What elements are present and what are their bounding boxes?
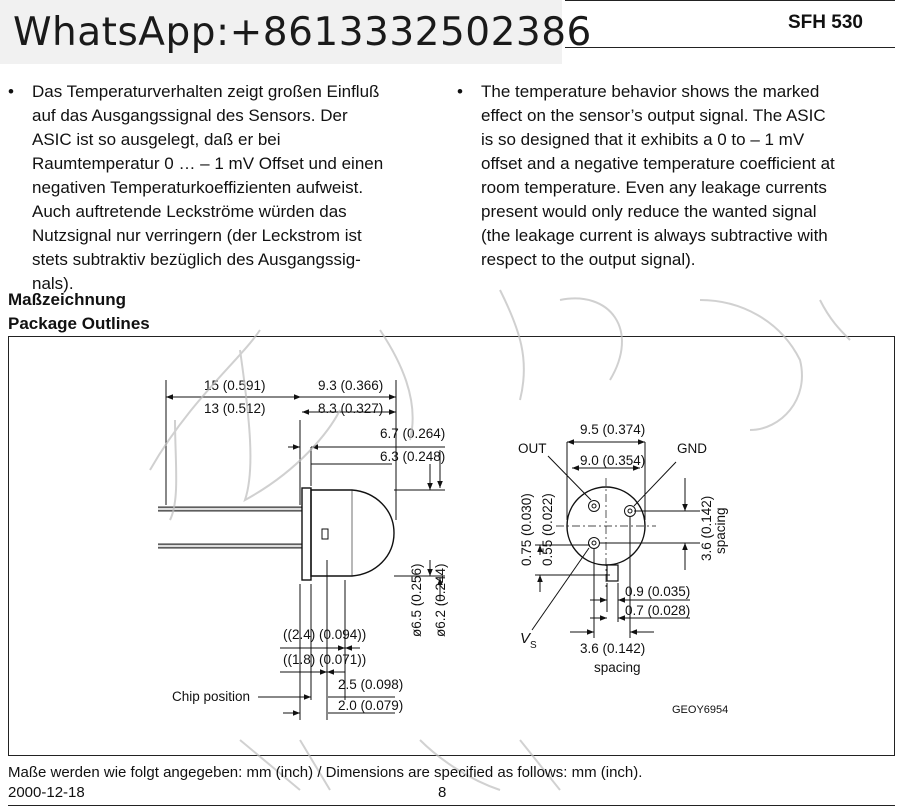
- flange: [302, 488, 311, 580]
- dim-0-55: 0.55 (0.022): [540, 493, 555, 566]
- dim-1-8: ((1.8) (0.071)): [283, 652, 367, 667]
- dim-15: 15 (0.591): [204, 378, 266, 393]
- spacing-horizontal: spacing: [594, 660, 641, 675]
- dim-0-7: 0.7 (0.028): [625, 603, 691, 618]
- dim-2-0: 2.0 (0.079): [338, 698, 404, 713]
- dim-9-5: 9.5 (0.374): [580, 422, 646, 437]
- dim-9-0: 9.0 (0.354): [580, 453, 646, 468]
- bullet: •: [8, 82, 14, 101]
- text-line: effect on the sensor’s output signal. The ASIC: [481, 106, 826, 125]
- dim-3-6-horizontal: 3.6 (0.142): [580, 641, 646, 656]
- pin-label-vs-sub: S: [530, 640, 537, 651]
- dim-8-3: 8.3 (0.327): [318, 401, 384, 416]
- text-line: The temperature behavior shows the marked: [481, 82, 820, 101]
- dim-2-5: 2.5 (0.098): [338, 677, 404, 692]
- text-line: negativen Temperaturkoeffizienten aufweist.: [32, 178, 364, 197]
- spacing-vertical: spacing: [713, 507, 728, 554]
- dim-9-3: 9.3 (0.366): [318, 378, 384, 393]
- chip: [322, 529, 328, 539]
- dim-dia-6-5: ø6.5 (0.256): [409, 563, 424, 637]
- chip-position-label: Chip position: [172, 689, 251, 704]
- tab: [607, 565, 618, 581]
- pin-gnd: [625, 506, 636, 517]
- text-line: Auch auftretende Leckströme würden das: [32, 202, 347, 221]
- bullet: •: [457, 82, 463, 101]
- footer-rule: [8, 805, 895, 806]
- text-line: ASIC ist so ausgelegt, daß er bei: [32, 130, 281, 149]
- dim-6-7: 6.7 (0.264): [380, 426, 446, 441]
- dim-0-9: 0.9 (0.035): [625, 584, 691, 599]
- pin-label-vs: V: [520, 630, 531, 647]
- dim-6-3: 6.3 (0.248): [380, 449, 446, 464]
- heading-german: Maßzeichnung: [8, 290, 127, 309]
- dim-3-6-vertical: 3.6 (0.142): [699, 495, 714, 561]
- dim-dia-6-2: ø6.2 (0.244): [433, 563, 448, 637]
- pin-vs: [589, 538, 600, 549]
- dimensions-caption: Maße werden wie folgt angegeben: mm (inch) / Dimensions are specified as follows: mm (inch).: [8, 764, 643, 781]
- text-line: Das Temperaturverhalten zeigt großen Einfluß: [32, 82, 380, 101]
- text-line: auf das Ausgangssignal des Sensors. Der: [32, 106, 348, 125]
- background-watermark-graphic: [150, 290, 850, 790]
- text-line: Nutzsignal nur verringern (der Leckstrom ist: [32, 226, 362, 245]
- text-line: Raumtemperatur 0 … – 1 mV Offset und einen: [32, 154, 384, 173]
- pin-label-out: OUT: [518, 441, 547, 456]
- drawing-code: GEOY6954: [672, 704, 729, 716]
- text-line: is so designed that it exhibits a 0 to – 1 mV: [481, 130, 805, 149]
- dim-2-4: ((2.4) (0.094)): [283, 627, 367, 642]
- text-line: offset and a negative temperature coefficient at: [481, 154, 835, 173]
- text-line: present would only reduce the wanted signal: [481, 202, 817, 221]
- sensor-body: [311, 490, 394, 576]
- pin-label-gnd: GND: [677, 441, 707, 456]
- heading-english: Package Outlines: [8, 314, 150, 333]
- text-line: respect to the output signal).: [481, 250, 696, 269]
- dim-0-75: 0.75 (0.030): [519, 493, 534, 566]
- dim-13: 13 (0.512): [204, 401, 266, 416]
- text-line: stets subtraktiv bezüglich des Ausgangssig-: [32, 250, 361, 269]
- contact-watermark: WhatsApp:+8613332502386: [13, 10, 592, 55]
- page-number: 8: [438, 784, 447, 801]
- text-line: nals).: [32, 274, 74, 293]
- text-line: (the leakage current is always subtractive with: [481, 226, 828, 245]
- product-name: SFH 530: [788, 12, 863, 33]
- pin-out: [589, 501, 600, 512]
- text-line: room temperature. Even any leakage currents: [481, 178, 827, 197]
- footer-date: 2000-12-18: [8, 784, 85, 801]
